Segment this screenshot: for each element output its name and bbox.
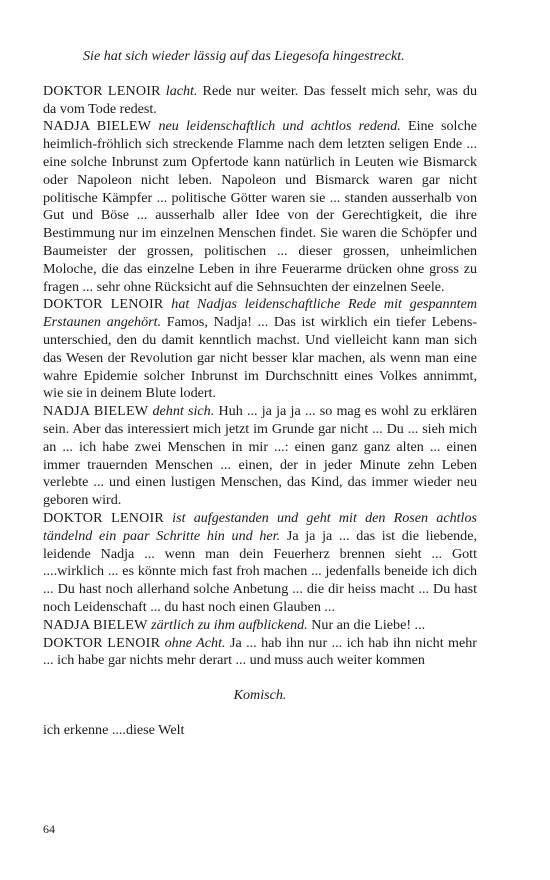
speech-1 (43, 83, 477, 119)
speech-4 (43, 403, 477, 510)
spacer (43, 670, 477, 687)
stage-direction: ist aufgestanden und geht mit den Rosen achtlos tändelnd ein paar Schritte hin und her. (43, 509, 478, 544)
stage-direction-mid: Komisch. (233, 687, 287, 704)
stage-direction: dehnt sich. (152, 403, 215, 420)
stage-direction: zärtlich zu ihm aufblickend. (151, 616, 308, 633)
speech-7 (43, 635, 477, 671)
speech-5 (43, 510, 477, 617)
stage-direction: hat Nadjas leidenschaftliche Rede mit gespanntem Erstaunen angehört. (43, 296, 477, 331)
closing-line: ich erkenne ....diese Welt (43, 721, 185, 738)
speech-3 (43, 296, 477, 403)
speech-text: Famos, Nadja! ... Das ist wirklich ein tiefer Lebensunterschied, den du damit kenntlich machst. Und vielleicht kann man sich das Wesen der Revolution gar nicht besser klar machen, als wenn man eine wahre Epidemie solcher Inbrunst im Durchschnitt eines Volkes annimmt, wie sie in deinem Blute lodert. (43, 314, 478, 402)
speech-text: Huh ... ja ja ja ... so mag es wohl zu erklären sein. Aber das interessiert mich jetzt im Grunde gar nicht ... Du ... sieh mich an ... ich habe zwei Menschen in mir ...: einen ganz ganz alten ... einen immer trauernden Menschen ... einen, der in jeder Minute zehn Leben verlebte ... und einen lustigen Menschen, das Kind, das immer wieder neu geboren wird. (43, 403, 477, 509)
speaker-name: DOKTOR LENOIR (43, 296, 164, 313)
speaker-name: NADJA BIELEW (43, 616, 148, 633)
speech-text: Ja ja ja ... das ist die liebende, leidende Nadja ... wenn man dein Feuerherz brennen sieht ... Gott ....wirklich ... es könnte mich fast froh machen ... jedenfalls beneide ich dich ... Du hast noch allerhand solche Anbetung ... die dir heiss macht ... Du hast noch Leidenschaft ... du hast noch einen Glauben ... (43, 527, 477, 615)
speech-text: Nur an die Liebe! ... (311, 616, 426, 633)
speaker-name: NADJA BIELEW (43, 118, 152, 135)
speaker-name: DOKTOR LENOIR (43, 82, 161, 99)
speaker-name: DOKTOR LENOIR (43, 634, 161, 651)
speech-text: Rede nur weiter. Das fesselt mich sehr, was du da vom Tode redest. (43, 82, 477, 117)
spacer (43, 66, 477, 83)
page-body (43, 48, 477, 740)
stage-direction: lacht. (165, 82, 198, 99)
page-number: 64 (43, 822, 55, 836)
spacer (43, 705, 477, 722)
stage-direction-top: Sie hat sich wieder lässig auf das Liegesofa hingestreckt. (83, 48, 405, 64)
speech-6 (43, 617, 477, 635)
stage-direction: ohne Acht. (164, 634, 226, 651)
speech-text: Eine solche heimlich-fröhlich sich streckende Flamme nach dem letzten seligen Ende ... eine solche Inbrunst zum Opfertode kann natürlich in Leuten wie Bismarck oder Napoleon nicht leben. Napoleon und Bismarck waren gar nicht politische Kämpfer ... politische Götter waren sie ... standen ausserhalb von Gut und Böse ... ausserhalb aller Idee von der Gerechtigkeit, die ihre Bestimmung nur im einzelnen Menschen findet. Sie waren die Schöpfer und Baumeister der grossen, politischen ... dieser grossen, unheimlichen Moloche, die das einzelne Leben in ihre Feuerarme drücken ohne gross zu fragen ... sehr ohne Rücksicht auf die Sehnsuchten der einzelnen Seele. (43, 118, 478, 295)
stage-direction: neu leidenschaftlich und achtlos redend. (158, 118, 401, 135)
speaker-name: NADJA BIELEW (43, 403, 149, 420)
speaker-name: DOKTOR LENOIR (43, 509, 164, 526)
speech-text: Ja ... hab ihn nur ... ich hab ihn nicht mehr ... ich habe gar nichts mehr derart ... und muss auch weiter kommen (43, 634, 477, 669)
speech-2 (43, 118, 477, 296)
